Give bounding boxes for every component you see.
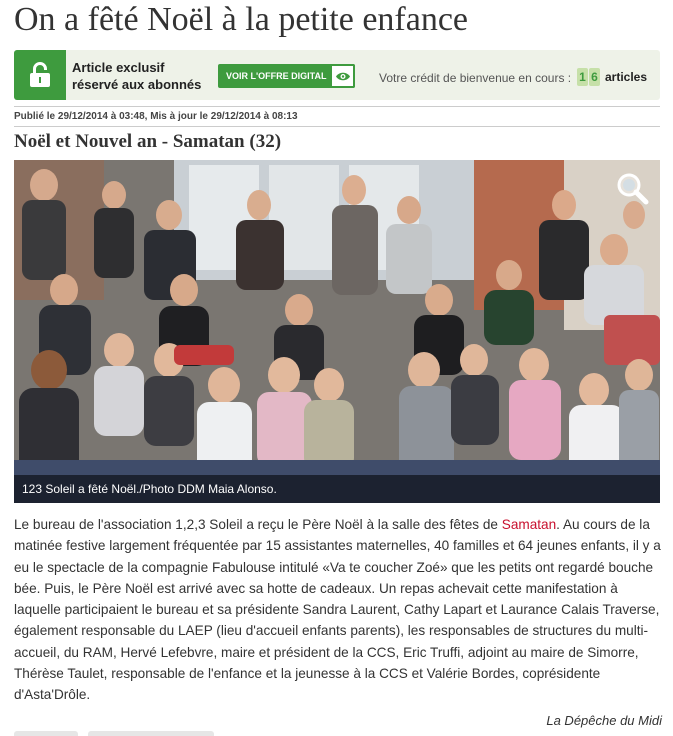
exclusive-line-2: réservé aux abonnés <box>72 77 202 92</box>
credit-unit: articles <box>605 70 648 84</box>
credit-digit: 6 <box>589 68 600 86</box>
body-text-start: Le bureau de l'association 1,2,3 Soleil a reçu le Père Noël à la salle des fêtes de <box>14 517 502 532</box>
eye-icon <box>330 64 355 88</box>
article-body <box>14 514 662 706</box>
photo-image <box>14 160 660 503</box>
photo-caption: 123 Soleil a fêté Noël./Photo DDM Maia Alonso. <box>14 475 660 503</box>
bottom-share-tab[interactable] <box>88 731 214 736</box>
samatan-link[interactable]: Samatan <box>501 517 557 532</box>
article-title: On a fêté Noël à la petite enfance <box>14 1 469 38</box>
article-source: La Dépêche du Midi <box>546 713 662 728</box>
divider <box>14 126 660 127</box>
exclusive-label <box>72 59 222 93</box>
article-subtitle: Noël et Nouvel an - Samatan (32) <box>14 131 282 152</box>
welcome-credit-count <box>577 68 647 88</box>
magnifier-icon[interactable] <box>614 170 650 206</box>
body-text-end: . Au cours de la matinée festive largement fréquentée par 15 assistantes maternelles, 40 familles et 64 jeunes enfants, il y a eu le spectacle de la compagnie Fabulouse intitulé «Va te coucher Zoé» que les petits ont regardé bouche bée. Puis, le Père Noël est arrivé avec sa hotte de cadeaux. Un repas achevait cette manifestation à laquelle participaient le bureau et sa présidente Sandra Laurent, Cathy Lapart et Laurance Calais Traverse, également responsable du LAEP (lieu d'accueil enfants parents), les responsables de structures du multi-accueil, du RAM, Hervé Lefebvre, maire et président de la CCS, Eric Truffi, adjoint au maire de Simorre, Thérèse Taulet, responsable de l'enfance et la jeunesse à la CCS et Valérie Bordes, coprésidente d'Asta'Drôle. <box>14 517 661 703</box>
publish-date: Publié le 29/12/2014 à 03:48, Mis à jour le 29/12/2014 à 08:13 <box>14 111 298 122</box>
credit-digit: 1 <box>577 68 588 86</box>
welcome-credit-label: Votre crédit de bienvenue en cours : <box>379 71 572 85</box>
subscriber-promo-banner <box>14 50 660 100</box>
exclusive-line-1: Article exclusif <box>72 60 165 75</box>
article-photo[interactable] <box>14 160 660 503</box>
offer-button-label: VOIR L'OFFRE DIGITAL <box>226 71 327 81</box>
view-digital-offer-button[interactable] <box>218 64 355 88</box>
divider <box>14 106 660 107</box>
bottom-share-tab[interactable] <box>14 731 78 736</box>
lock-icon <box>14 50 66 100</box>
